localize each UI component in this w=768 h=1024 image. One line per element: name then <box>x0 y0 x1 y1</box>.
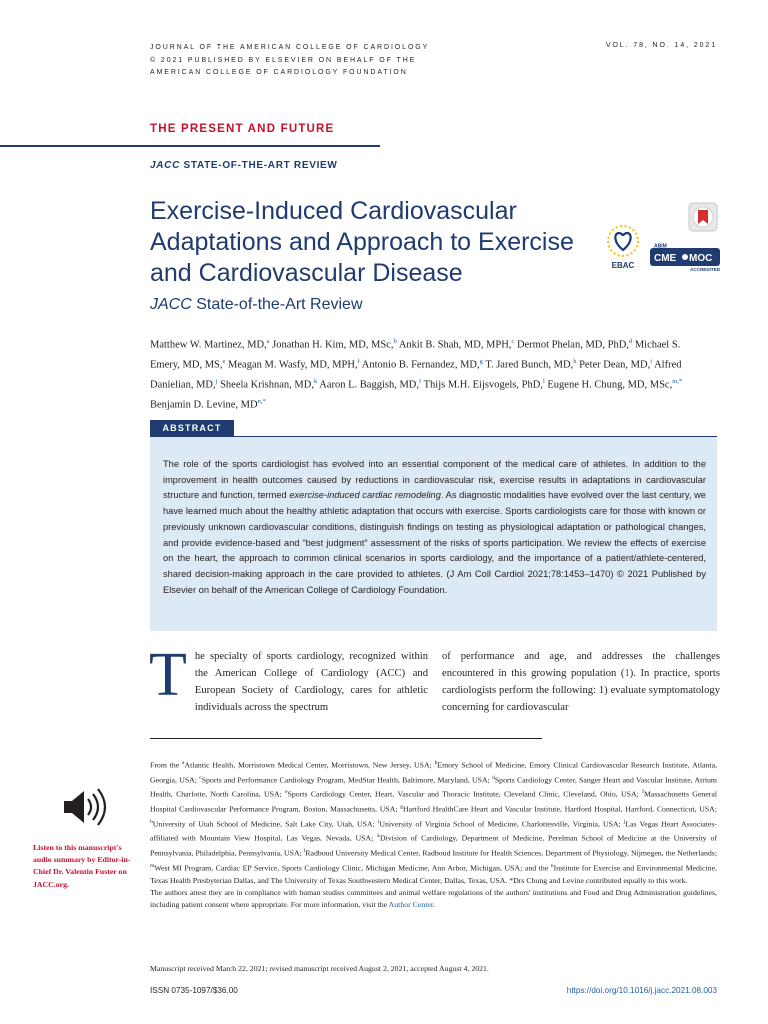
body-column-2-text-a: of performance and age, and addresses the challenges encountered in this growing population ( <box>442 651 720 679</box>
author-affiliation-marker[interactable]: l <box>542 378 545 385</box>
author-affiliation-marker[interactable]: b <box>393 338 397 345</box>
author-name: Thijs M.H. Eijsvogels, PhD, <box>423 379 543 391</box>
journal-name: JOURNAL OF THE AMERICAN COLLEGE OF CARDIOLOGY <box>150 44 430 51</box>
cme-bottom-label: ACCREDITED <box>690 267 720 272</box>
author-name: Eugene H. Chung, MD, MSc, <box>547 379 673 391</box>
author-name: Michael S. Emery, MD, MS, <box>150 339 681 371</box>
ebac-badge <box>604 224 642 270</box>
affiliation-marker: f <box>642 789 644 796</box>
series-rest: STATE-OF-THE-ART REVIEW <box>180 160 338 171</box>
author-affiliation-marker[interactable]: h <box>573 358 577 365</box>
author-name: Peter Dean, MD, <box>579 359 651 371</box>
compliance-note <box>150 887 717 911</box>
affiliation-marker: e <box>285 789 288 796</box>
affiliation-marker: n <box>550 862 554 869</box>
subtitle-italic: JACC <box>150 296 192 313</box>
author-name: Aaron L. Baggish, MD, <box>319 379 420 391</box>
cme-moc-badge <box>650 242 720 272</box>
publisher-line: © 2021 PUBLISHED BY ELSEVIER ON BEHALF OF THE <box>150 56 417 64</box>
cme-label: CME <box>654 253 677 264</box>
compliance-text: The authors attest they are in compliance with human studies committees and animal welfare regulations of the authors' institutions and Food and Drug Administration guidelines, including patient consent where appropriate. For more information, visit the <box>150 887 717 909</box>
author-affiliation-marker[interactable]: c <box>511 338 515 345</box>
compliance-end: . <box>433 899 435 909</box>
abstract-part-2: . As diagnostic modalities have evolved over the last century, we have learned much about the healthy athletic adaptation that occurs with exercise. Sports cardiologists care for those with known or previously unknown cardiovascular conditions, distinguish findings on testing as physiological adaptation or pathological changes, and provide evidence-based and “best judgment” assessment of the risks of sports participation. We review the effects of exercise on the heart, the approach to common clinical scenarios in sports cardiology, and the importance of a patient/athlete-centered, shared decision-making approach in the care provided to athletes. (J Am Coll Cardiol 2021;78:1453–1470) © 2021 Published by Elsevier on behalf of the American College of Cardiology Foundation. <box>163 490 706 595</box>
author-affiliation-marker[interactable]: m,* <box>672 378 683 385</box>
footnote-rule <box>150 738 542 739</box>
foundation-line: AMERICAN COLLEGE OF CARDIOLOGY FOUNDATION <box>150 69 408 76</box>
author-affiliation-marker[interactable]: k <box>313 378 318 385</box>
author-name: Dermot Phelan, MD, PhD, <box>516 339 629 351</box>
cme-top-label: ABIM <box>654 243 667 250</box>
drop-cap: T <box>149 641 187 709</box>
moc-label: MOC <box>689 253 713 264</box>
author-name: Jonathan H. Kim, MD, MSc, <box>272 339 394 351</box>
series-label <box>150 160 338 171</box>
author-center-link[interactable]: Author Center <box>388 899 434 909</box>
series-italic: JACC <box>150 160 181 171</box>
body-column-1-text: he specialty of sports cardiology, recognized within the American College of Cardiology (ACC) and European Society of Cardiology, cares for athletic individuals across the spectrum <box>194 651 428 713</box>
author-name: T. Jared Bunch, MD, <box>485 359 574 371</box>
author-list <box>150 334 690 414</box>
abstract-text <box>163 457 706 598</box>
reference-link[interactable]: 1 <box>624 668 630 679</box>
affiliations-text: From the $^a$Atlantic Health, Morristown Medical Center, Morristown, New Jersey, USA; $^b$Emory School of Medicine, Emory Clinical Cardiovascular Research Institute, Atlanta, Georgia, USA; $^c$Sports and Performance Cardiology Program, MedStar Health, Baltimore, Maryland, USA; $^d$Sports Cardiology Center, Sanger Heart and Vascular Institute, Atrium Health, Charlotte, North Carolina, USA; $^e$Sports Cardiology Center, Heart, Vascular and Thoracic Institute, Cleveland Clinic, Cleveland, Ohio, USA; $^f$Massachusetts General Hospital Cardiovascular Performance Program, Boston, Massachusetts, USA; $^g$Hartford HealthCare Heart and Vascular Institute, Hartford Hospital, Hartford, Connecticut, USA; $^h$University of Utah School of Medicine, Salt Lake City, Utah, USA; $^i$University of Virginia School of Medicine, Charlottesville, Virginia, USA; $^j$Las Vegas Heart Associates-affiliated with Mountain View Hospital, Las Vegas, Nevada, USA; $^k$Division of Cardiology, Department of Medicine, Perelman School of Medicine at the University of Pennsylvania, Philadelphia, Pennsylvania, USA; $^l$Radboud University Medical Center, Radboud Institute for Health Sciences, Department of Physiology, Nijmegen, the Netherlands; $^m$West MI Program, Cardiac EP Service, Sports Cardiology Clinic, Michigan Medicine, Ann Arbor, Michigan, USA; and the $^n$Institute for Exercise and Environmental Medicine, Texas Health Presbyterian Dallas, and The University of Texas Southwestern Medical Center, Dallas, Texas, USA. *Drs Chung and Levine contributed equally to this work. <box>150 760 717 885</box>
bookmark-icon[interactable] <box>688 202 718 232</box>
affiliation-marker: k <box>377 833 380 840</box>
body-column-1 <box>149 641 428 716</box>
affiliation-marker: b <box>434 760 438 766</box>
ebac-logo-icon <box>604 224 642 270</box>
author-affiliation-marker[interactable]: n,* <box>257 398 266 405</box>
section-label: THE PRESENT AND FUTURE <box>150 123 335 135</box>
subtitle-rest: State-of-the-Art Review <box>191 296 363 313</box>
author-name: Benjamin D. Levine, MD <box>150 399 258 411</box>
audio-summary-note[interactable]: Listen to this manuscript's audio summary by Editor-in-Chief Dr. Valentin Fuster on JACC.org. <box>33 843 131 889</box>
doi-link[interactable]: https://doi.org/10.1016/j.jacc.2021.08.003 <box>566 986 717 995</box>
author-affiliation-marker[interactable]: f <box>357 358 360 365</box>
affiliation-marker: g <box>400 804 404 811</box>
author-name: Ankit B. Shah, MD, MPH, <box>398 339 512 351</box>
author-name: Meagan M. Wasfy, MD, MPH, <box>228 359 358 371</box>
author-affiliation-marker[interactable]: a <box>266 338 270 345</box>
ebac-label: EBAC <box>611 261 635 270</box>
author-name: Matthew W. Martinez, MD, <box>150 339 267 351</box>
author-affiliation-marker[interactable]: i <box>650 358 653 365</box>
affiliation-marker: h <box>150 818 153 825</box>
abstract-rule <box>150 436 717 437</box>
article-title: Exercise-Induced Cardiovascular Adaptations and Approach to Exercise and Cardiovascular Disease <box>150 197 574 287</box>
author-affiliation-marker[interactable]: j <box>215 378 218 385</box>
affiliation-marker: m <box>150 862 155 869</box>
author-affiliation-marker[interactable]: d <box>628 338 633 345</box>
author-name: Sheela Krishnan, MD, <box>220 379 314 391</box>
affiliation-marker: a <box>182 760 185 766</box>
section-divider <box>0 145 380 147</box>
body-column-2 <box>442 648 720 716</box>
affiliation-marker: d <box>492 774 495 781</box>
volume-info: VOL. 78, NO. 14, 2021 <box>605 42 717 49</box>
affiliation-marker: c <box>199 774 202 781</box>
author-name: Alfred Danielian, MD, <box>150 359 682 391</box>
issn: ISSN 0735-1097/$36.00 <box>150 986 238 995</box>
body-column-2-text-b: ). In practice, sports cardiologists perform the following: 1) evaluate symptomatology concerning for cardiovascular <box>442 668 720 713</box>
author-affiliation-marker[interactable]: e <box>222 358 226 365</box>
journal-masthead <box>150 42 429 80</box>
author-affiliation-marker[interactable]: g <box>479 358 483 365</box>
abstract-italic-term: exercise-induced cardiac remodeling <box>289 490 441 501</box>
affiliation-marker: j <box>623 818 626 825</box>
author-affiliation-marker[interactable]: f <box>419 378 422 385</box>
cme-moc-logo-icon <box>650 242 720 272</box>
article-subtitle <box>150 296 363 314</box>
audio-speaker-icon[interactable] <box>60 785 110 829</box>
manuscript-dates: Manuscript received March 22, 2021; revised manuscript received August 2, 2021, accepted August 4, 2021. <box>150 964 489 973</box>
affiliation-marker: i <box>377 818 380 825</box>
author-name: Antonio B. Fernandez, MD, <box>361 359 480 371</box>
abstract-part-1: The role of the sports cardiologist has evolved into an essential component of the medical care of athletes. In addition to the improvement in health outcomes caused by reductions in cardiovascular risk, exercise results in adaptations in cardiovascular structure and function, termed <box>163 459 706 501</box>
affiliation-marker: l <box>303 848 306 855</box>
affiliations <box>150 757 717 911</box>
abstract-heading: ABSTRACT <box>150 420 234 437</box>
